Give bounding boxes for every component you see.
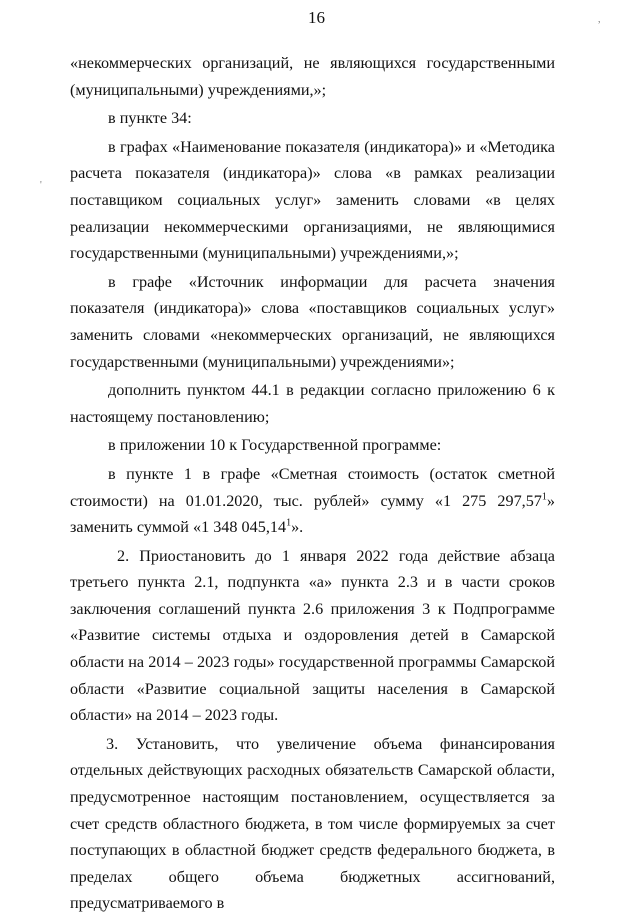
footnote-marker: 1: [541, 491, 547, 503]
paragraph-2: в пункте 34:: [108, 109, 192, 128]
paragraph-7-part-b: » заменить суммой «1 348 045,14: [70, 491, 555, 537]
paragraph-7-part-c: ».: [291, 518, 304, 537]
paragraph-6: в приложении 10 к Государственной программе:: [108, 436, 442, 455]
paragraph-8: 2. Приостановить до 1 января 2022 года действие абзаца третьего пункта 2.1, подпункта «а» пункта 2.3 и в части сроков заключения соглашений пункта 2.6 приложения 3 к Подпрограмме «Развитие системы отдыха и оздоровления детей в Самарской области на 2014 – 2023 годы» государственной программы Самарской области «Развитие социальной защиты населения в Самарской области» на 2014 – 2023 годы.: [70, 546, 555, 725]
scan-artifact: ,: [598, 14, 601, 25]
paragraph-7-part-a: в пункте 1 в графе «Сметная стоимость (остаток сметной стоимости) на 01.01.2020, тыс. рублей» сумму «1 275 297,57: [70, 464, 555, 510]
page-number: 16: [308, 8, 325, 27]
footnote-marker: 1: [286, 517, 292, 529]
document-body: [70, 50, 555, 917]
paragraph-7: [70, 461, 555, 541]
paragraph-9: 3. Установить, что увеличение объема финансирования отдельных действующих расходных обязательств Самарской области, предусмотренное настоящим постановлением, осуществляется за счет средств областного бюджета, в том числе формируемых за счет поступающих в областной бюджет средств федерального бюджета, в пределах общего объема бюджетных ассигнований, предусматриваемого в: [70, 734, 555, 913]
paragraph-5: дополнить пунктом 44.1 в редакции согласно приложению 6 к настоящему постановлению;: [70, 381, 555, 426]
scan-artifact: ': [40, 180, 42, 191]
paragraph-1: «некоммерческих организаций, не являющихся государственными (муниципальными) учреждениями,»;: [70, 54, 555, 99]
paragraph-3: в графах «Наименование показателя (индикатора)» и «Методика расчета показателя (индикатора)» слова «в рамках реализации поставщиком социальных услуг» заменить словами «в целях реализации некоммерческими организациями, не являющимися государственными (муниципальными) учреждениями,»;: [70, 137, 555, 263]
paragraph-4: в графе «Источник информации для расчета значения показателя (индикатора)» слова «поставщиков социальных услуг» заменить словами «некоммерческих организаций, не являющихся государственными (муниципальными) учреждениями»;: [70, 272, 555, 371]
